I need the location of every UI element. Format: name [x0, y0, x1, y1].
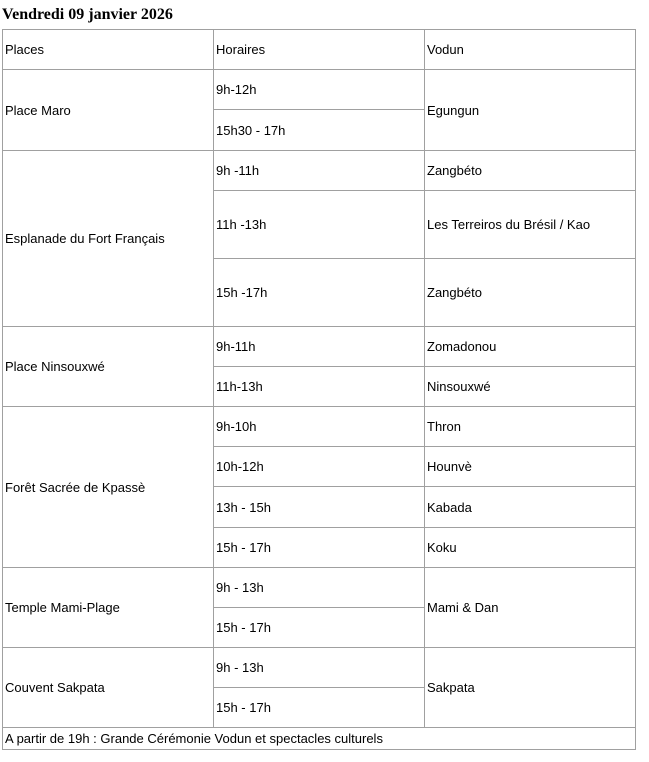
vodun-name: Kabada — [425, 487, 636, 528]
time-slot: 13h - 15h — [214, 487, 425, 528]
place-name: Couvent Sakpata — [3, 648, 214, 728]
time-slot: 15h - 17h — [214, 688, 425, 728]
vodun-name: Mami & Dan — [425, 568, 636, 648]
time-slot: 9h-12h — [214, 70, 425, 110]
table-row — [3, 327, 636, 367]
vodun-name: Ninsouxwé — [425, 367, 636, 407]
table-row — [3, 151, 636, 191]
vodun-name: Koku — [425, 528, 636, 568]
vodun-name: Thron — [425, 407, 636, 447]
footer-row — [3, 728, 636, 750]
place-name: Place Maro — [3, 70, 214, 151]
time-slot: 9h-10h — [214, 407, 425, 447]
time-slot: 15h - 17h — [214, 608, 425, 648]
page-title: Vendredi 09 janvier 2026 — [2, 6, 173, 23]
vodun-name: Egungun — [425, 70, 636, 151]
place-name: Esplanade du Fort Français — [3, 151, 214, 327]
table-row — [3, 568, 636, 608]
vodun-name: Zangbéto — [425, 151, 636, 191]
header-places: Places — [3, 30, 214, 70]
time-slot: 9h -11h — [214, 151, 425, 191]
vodun-name: Zangbéto — [425, 259, 636, 327]
header-horaires: Horaires — [214, 30, 425, 70]
time-slot: 15h30 - 17h — [214, 110, 425, 151]
time-slot: 10h-12h — [214, 447, 425, 487]
header-row — [3, 30, 636, 70]
time-slot: 15h -17h — [214, 259, 425, 327]
time-slot: 9h-11h — [214, 327, 425, 367]
place-name: Place Ninsouxwé — [3, 327, 214, 407]
header-vodun: Vodun — [425, 30, 636, 70]
time-slot: 9h - 13h — [214, 648, 425, 688]
vodun-name: Hounvè — [425, 447, 636, 487]
time-slot: 11h-13h — [214, 367, 425, 407]
table-row — [3, 407, 636, 447]
table-row — [3, 70, 636, 110]
vodun-name: Les Terreiros du Brésil / Kao — [425, 191, 636, 259]
place-name: Forêt Sacrée de Kpassè — [3, 407, 214, 568]
schedule-table — [2, 29, 636, 750]
place-name: Temple Mami-Plage — [3, 568, 214, 648]
footer-note: A partir de 19h : Grande Cérémonie Vodun et spectacles culturels — [3, 728, 636, 750]
time-slot: 11h -13h — [214, 191, 425, 259]
vodun-name: Sakpata — [425, 648, 636, 728]
vodun-name: Zomadonou — [425, 327, 636, 367]
time-slot: 15h - 17h — [214, 528, 425, 568]
table-row — [3, 648, 636, 688]
time-slot: 9h - 13h — [214, 568, 425, 608]
